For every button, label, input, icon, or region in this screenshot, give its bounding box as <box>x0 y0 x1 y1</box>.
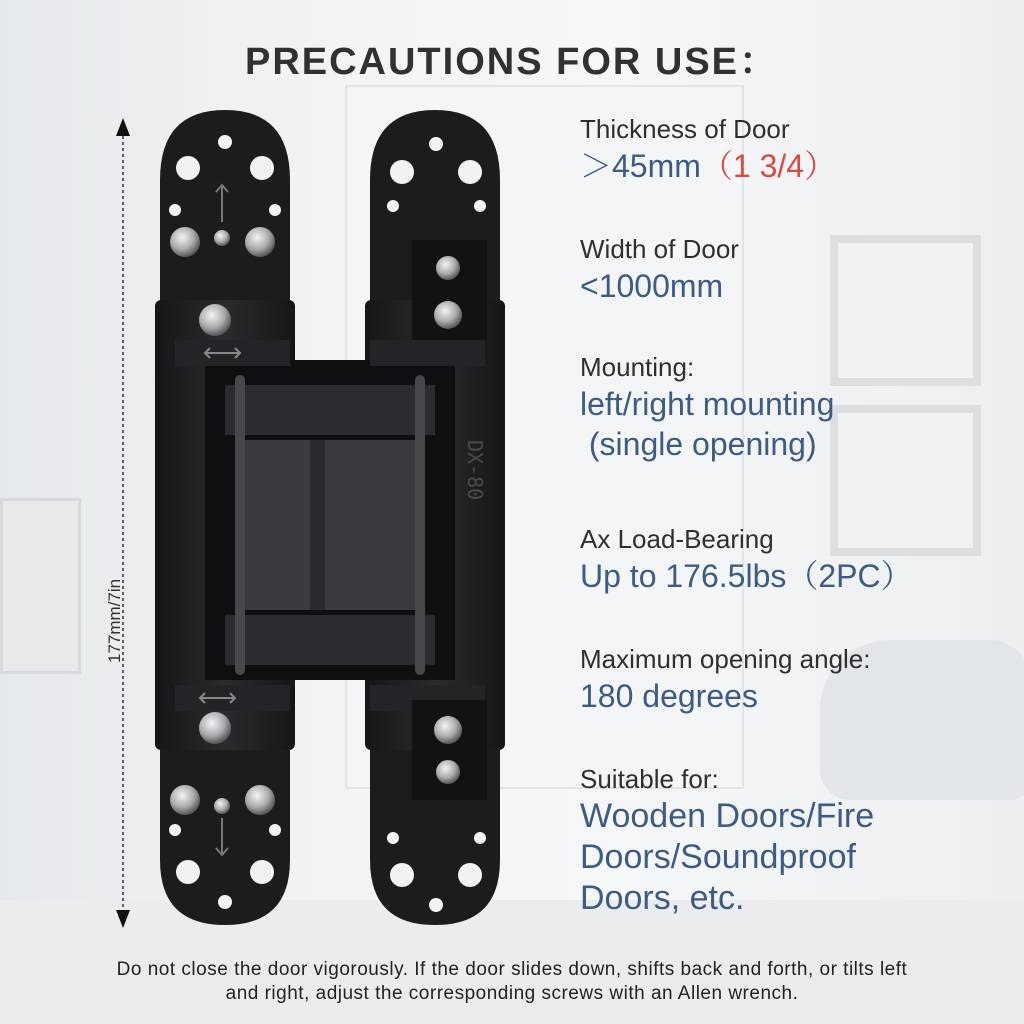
usage-note-line: Do not close the door vigorously. If the door slides down, shifts back and forth, or tilts left <box>116 959 908 980</box>
spec-value: Up to 176.5lbs（2PC） <box>580 558 913 594</box>
spec-value: Doors, etc. <box>580 879 745 917</box>
spec-value-inches: （1 3/4） <box>700 148 837 184</box>
spec-mounting <box>580 350 834 464</box>
usage-note-line: and right, adjust the corresponding screws with an Allen wrench. <box>225 983 799 1004</box>
spec-width <box>580 232 739 306</box>
dimension-label: 177mm/7in <box>105 578 124 663</box>
spec-thickness <box>580 112 836 186</box>
spec-value: <1000mm <box>580 268 724 304</box>
hinge-marking: DX-80 <box>463 440 487 501</box>
spec-label: Suitable for: <box>580 764 719 794</box>
spec-load <box>580 522 913 596</box>
dimension-arrow-icon <box>100 118 146 928</box>
usage-note <box>20 958 1004 1006</box>
spec-suitable <box>580 762 874 919</box>
spec-value-main: ＞45mm <box>580 148 701 184</box>
hinge-product-image <box>150 110 510 930</box>
spec-label: Ax Load-Bearing <box>580 524 774 554</box>
background-picture-frame <box>830 235 981 386</box>
background-monitor <box>0 498 81 674</box>
dimension-indicator <box>100 118 146 928</box>
spec-value: Wooden Doors/Fire <box>580 797 875 835</box>
spec-value: Doors/Soundproof <box>580 838 856 876</box>
spec-value: 180 degrees <box>580 678 758 714</box>
spec-label: Maximum opening angle: <box>580 644 871 674</box>
spec-value: (single opening) <box>580 426 817 462</box>
spec-angle <box>580 642 871 716</box>
page-title: PRECAUTIONS FOR USE： <box>244 41 780 83</box>
spec-label: Mounting: <box>580 352 695 382</box>
spec-label: Thickness of Door <box>580 114 790 144</box>
concealed-hinge-icon <box>150 110 510 930</box>
spec-value <box>580 146 836 186</box>
spec-label: Width of Door <box>580 234 739 264</box>
spec-value: left/right mounting <box>580 386 835 422</box>
